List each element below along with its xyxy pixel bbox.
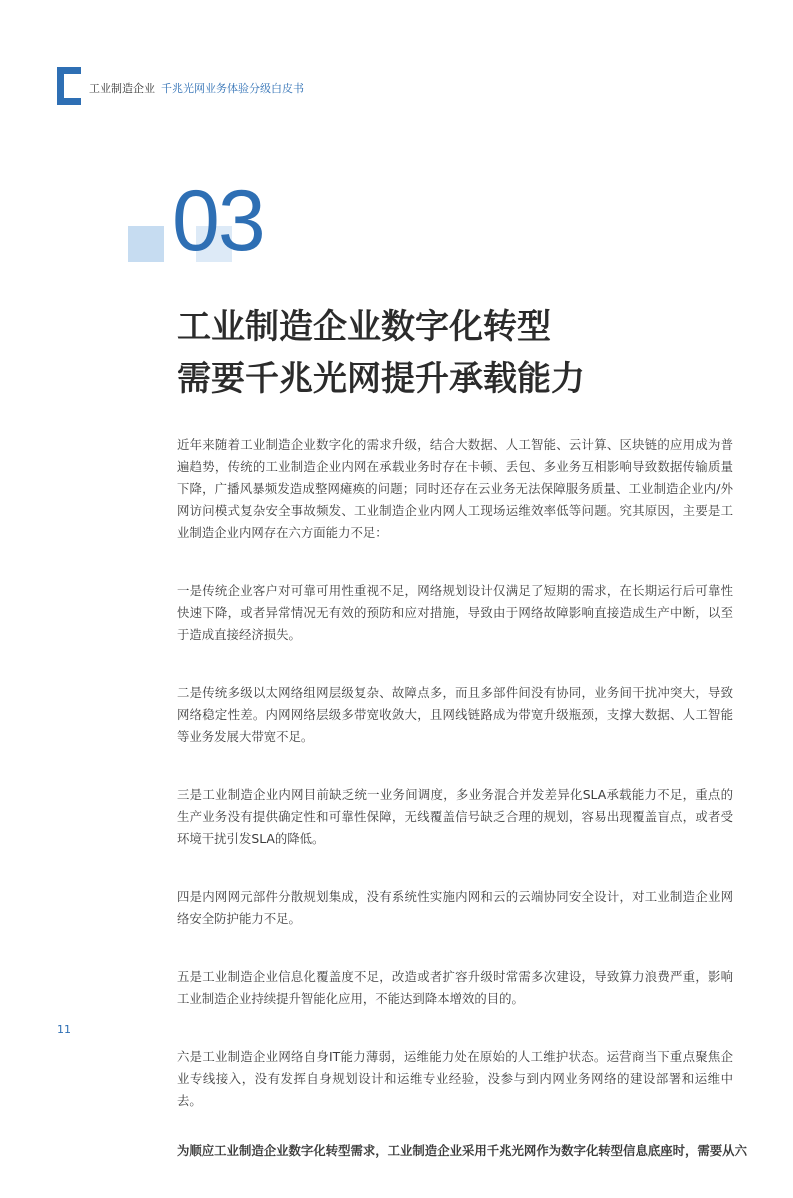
- header-bracket-mark: [57, 67, 81, 105]
- body-text: [177, 434, 747, 1198]
- running-header: [89, 80, 304, 96]
- paragraph-intro: 近年来随着工业制造企业数字化的需求升级，结合大数据、人工智能、云计算、区块链的应用成为普遍趋势，传统的工业制造企业内网在承载业务时存在卡顿、丢包、多业务互相影响导致数据传输质量下降，广播风暴频发造成整网瘫痪的问题；同时还存在云业务无法保障服务质量、工业制造企业内/外网访问模式复杂安全事故频发、工业制造企业内网人工现场运维效率低等问题。究其原因，主要是工业制造企业内网存在六方面能力不足：: [177, 437, 733, 540]
- header-doc-title: 千兆光网业务体验分级白皮书: [161, 82, 304, 95]
- page-number: 11: [57, 1023, 71, 1036]
- paragraph-point-2: 二是传统多级以太网络组网层级复杂、故障点多，而且多部件间没有协同，业务间干扰冲突大，导致网络稳定性差。内网网络层级多带宽收敛大，且网线链路成为带宽升级瓶颈，支撑大数据、人工智能等业务发展大带宽不足。: [177, 685, 733, 744]
- paragraph-conclusion: 为顺应工业制造企业数字化转型需求，工业制造企业采用千兆光网作为数字化转型信息底座时，需要从六: [177, 1143, 747, 1158]
- paragraph-point-3: 三是工业制造企业内网目前缺乏统一业务间调度，多业务混合并发差异化SLA承载能力不足，重点的生产业务没有提供确定性和可靠性保障，无线覆盖信号缺乏合理的规划，容易出现覆盖盲点，或者受环境干扰引发SLA的降低。: [177, 787, 733, 846]
- chapter-number: 03: [172, 173, 264, 269]
- header-section: 工业制造企业: [89, 82, 155, 95]
- chapter-title-line-1: 工业制造企业数字化转型: [177, 307, 551, 347]
- chapter-title: [177, 301, 737, 405]
- paragraph-point-6: 六是工业制造企业网络自身IT能力薄弱，运维能力处在原始的人工维护状态。运营商当下重点聚焦企业专线接入，没有发挥自身规划设计和运维专业经验，没参与到内网业务网络的建设部署和运维中去。: [177, 1049, 733, 1108]
- paragraph-point-4: 四是内网网元部件分散规划集成，没有系统性实施内网和云的云端协同安全设计，对工业制造企业网络安全防护能力不足。: [177, 889, 733, 926]
- chapter-decoration-square: [128, 226, 164, 262]
- paragraph-point-5: 五是工业制造企业信息化覆盖度不足，改造或者扩容升级时常需多次建设，导致算力浪费严重，影响工业制造企业持续提升智能化应用，不能达到降本增效的目的。: [177, 969, 733, 1006]
- chapter-title-line-2: 需要千兆光网提升承载能力: [177, 359, 585, 399]
- paragraph-point-1: 一是传统企业客户对可靠可用性重视不足，网络规划设计仅满足了短期的需求，在长期运行后可靠性快速下降，或者异常情况无有效的预防和应对措施，导致由于网络故障影响直接造成生产中断，以至于造成直接经济损失。: [177, 583, 733, 642]
